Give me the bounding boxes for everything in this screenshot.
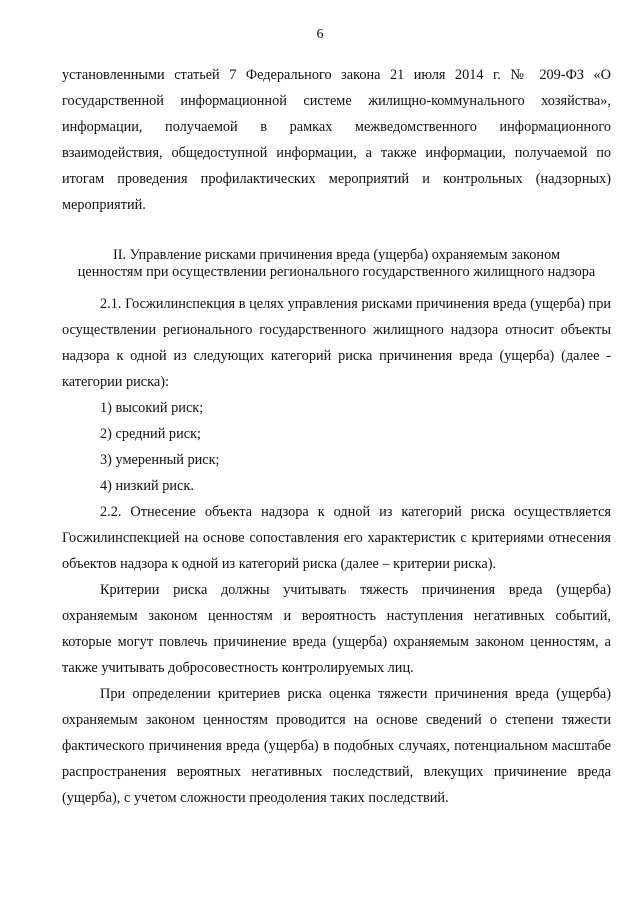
document-body <box>62 62 611 811</box>
paragraph-2-2: 2.2. Отнесение объекта надзора к одной из категорий риска осуществляется Госжилинспекцией на основе сопоставления его характеристик с критериями отнесения объектов надзора к одной из категорий риска (далее – критерии риска). <box>62 504 611 572</box>
risk-category-high: 1) высокий риск; <box>100 400 204 416</box>
risk-category-moderate: 3) умеренный риск; <box>100 452 220 468</box>
risk-category-low: 4) низкий риск. <box>100 478 194 494</box>
risk-category-medium: 2) средний риск; <box>100 426 201 442</box>
paragraph-2-1: 2.1. Госжилинспекция в целях управления рисками причинения вреда (ущерба) при осуществлении регионального государственного жилищного надзора относит объекты надзора к одной из следующих категорий риска причинения вреда (ущерба) (далее - категории риска): <box>62 296 611 390</box>
intro-paragraph: установленными статьей 7 Федерального закона 21 июля 2014 г. № 209-ФЗ «О государственной информационной системе жилищно-коммунального хозяйства», информации, получаемой в рамках межведомственного информационного взаимодействия, общедоступной информации, а также информации, получаемой по итогам проведения профилактических мероприятий и контрольных (надзорных) мероприятий. <box>62 67 611 213</box>
section-heading-line-2: ценностям при осуществлении регионального государственного жилищного надзора <box>77 264 596 280</box>
section-heading <box>62 247 611 281</box>
paragraph-severity-assessment: При определении критериев риска оценка тяжести причинения вреда (ущерба) охраняемым законом ценностям проводится на основе сведений о степени тяжести фактического причинения вреда (ущерба) в подобных случаях, потенциальном масштабе распространения вероятных негативных последствий, влекущих причинение вреда (ущерба), с учетом сложности преодоления таких последствий. <box>62 686 611 806</box>
paragraph-risk-criteria: Критерии риска должны учитывать тяжесть причинения вреда (ущерба) охраняемым законом ценностям и вероятность наступления негативных событий, которые могут повлечь причинение вреда (ущерба) охраняемым законом ценностям, а также учитывать добросовестность контролируемых лиц. <box>62 582 611 676</box>
page-number: 6 <box>316 27 324 42</box>
section-heading-line-1: II. Управление рисками причинения вреда (ущерба) охраняемым законом <box>112 247 560 263</box>
